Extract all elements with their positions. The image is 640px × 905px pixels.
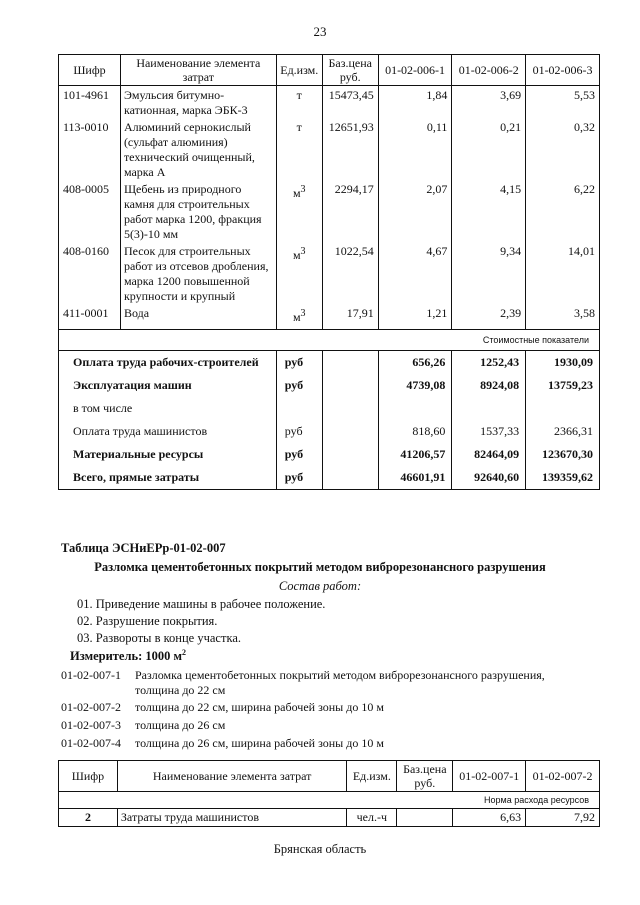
summary-value-1	[378, 397, 452, 420]
unit-superscript: 3	[300, 308, 306, 319]
material-value-1: 1,21	[378, 304, 452, 330]
material-price: 2294,17	[322, 180, 378, 242]
page-number: 23	[313, 24, 327, 39]
summary-row	[59, 397, 600, 420]
summary-price	[322, 420, 378, 443]
summary-row	[59, 420, 600, 443]
material-code: 408-0160	[59, 242, 121, 304]
summary-price	[322, 374, 378, 397]
summary-price	[322, 466, 378, 490]
material-value-2: 9,34	[452, 242, 526, 304]
resource-price	[397, 809, 453, 827]
summary-value-2: 1252,43	[452, 351, 526, 375]
material-code: 113-0010	[59, 118, 121, 180]
header-name: Наименование элемента затрат	[117, 761, 346, 792]
resource-unit: чел.-ч	[347, 809, 397, 827]
summary-value-1: 818,60	[378, 420, 452, 443]
work-item: 02. Разрушение покрытия.	[77, 614, 218, 628]
composition-title: Состав работ:	[278, 579, 362, 593]
summary-value-2: 8924,08	[452, 374, 526, 397]
summary-price	[322, 443, 378, 466]
variant-code: 01-02-007-4	[61, 736, 121, 750]
summary-row	[59, 351, 600, 375]
unit-text: м	[292, 186, 301, 200]
material-price: 17,91	[322, 304, 378, 330]
material-value-1: 0,11	[378, 118, 452, 180]
header-variant-2: 01-02-006-2	[452, 55, 526, 86]
summary-value-2: 1537,33	[452, 420, 526, 443]
material-unit	[276, 242, 322, 304]
header-price: Баз.цена руб.	[322, 55, 378, 86]
summary-unit: руб	[276, 420, 322, 443]
material-value-3: 0,32	[526, 118, 600, 180]
material-unit: т	[276, 86, 322, 119]
table-row	[59, 118, 600, 180]
material-unit	[276, 180, 322, 242]
variant-description: Разломка цементобетонных покрытий методом виброрезонансного разрушения,	[135, 668, 545, 682]
material-value-2: 2,39	[452, 304, 526, 330]
material-name: Алюминий сернокислый (сульфат алюминия) технический очищенный, марка А	[120, 118, 276, 180]
summary-name: Оплата труда машинистов	[59, 420, 277, 443]
unit-text: м	[292, 310, 301, 324]
section-row	[59, 792, 600, 809]
variant-code: 01-02-007-1	[61, 668, 121, 682]
header-code: Шифр	[59, 761, 118, 792]
summary-unit: руб	[276, 351, 322, 375]
resources-table-007	[58, 760, 600, 827]
summary-name: в том числе	[59, 397, 277, 420]
summary-value-2: 92640,60	[452, 466, 526, 490]
summary-row	[59, 374, 600, 397]
page-footer: Брянская область	[273, 842, 367, 856]
material-value-2: 3,69	[452, 86, 526, 119]
material-unit	[276, 304, 322, 330]
resource-value-2: 7,92	[526, 809, 600, 827]
summary-price	[322, 397, 378, 420]
resource-name: Затраты труда машинистов	[117, 809, 346, 827]
table-header-row	[59, 761, 600, 792]
material-value-2: 0,21	[452, 118, 526, 180]
material-value-3: 5,53	[526, 86, 600, 119]
summary-row	[59, 443, 600, 466]
table-title: Разломка цементобетонных покрытий методом виброрезонансного разрушения	[94, 560, 546, 574]
summary-name: Эксплуатация машин	[59, 374, 277, 397]
unit-superscript: 3	[300, 184, 306, 195]
summary-unit: руб	[276, 466, 322, 490]
table-row	[59, 242, 600, 304]
table-row	[59, 304, 600, 330]
summary-value-3: 123670,30	[526, 443, 600, 466]
summary-value-3: 1930,09	[526, 351, 600, 375]
summary-price	[322, 351, 378, 375]
summary-name: Оплата труда рабочих-строителей	[59, 351, 277, 375]
summary-value-3: 2366,31	[526, 420, 600, 443]
material-name: Песок для строительных работ из отсевов дробления, марка 1200 повышенной крупности и крупный	[120, 242, 276, 304]
meter-superscript: 2	[182, 648, 187, 657]
summary-value-1: 656,26	[378, 351, 452, 375]
material-code: 101-4961	[59, 86, 121, 119]
summary-unit: руб	[276, 443, 322, 466]
material-code: 408-0005	[59, 180, 121, 242]
section-label: Норма расхода ресурсов	[59, 792, 600, 809]
variant-code: 01-02-007-2	[61, 700, 121, 714]
header-variant-2: 01-02-007-2	[526, 761, 600, 792]
summary-name: Материальные ресурсы	[59, 443, 277, 466]
table-code: Таблица ЭСНиЕРр-01-02-007	[61, 541, 226, 555]
variant-description: толщина до 26 см, ширина рабочей зоны до 10 м	[135, 736, 384, 750]
material-value-1: 1,84	[378, 86, 452, 119]
unit-superscript: 3	[300, 246, 306, 257]
material-name: Вода	[120, 304, 276, 330]
material-name: Эмульсия битумно-катионная, марка ЭБК-3	[120, 86, 276, 119]
variant-description: толщина до 22 см, ширина рабочей зоны до 10 м	[135, 700, 384, 714]
material-price: 1022,54	[322, 242, 378, 304]
header-variant-1: 01-02-007-1	[453, 761, 526, 792]
table-row	[59, 180, 600, 242]
meter-label	[70, 648, 186, 664]
summary-row	[59, 466, 600, 490]
work-item: 03. Развороты в конце участка.	[77, 631, 241, 645]
work-item: 01. Приведение машины в рабочее положение.	[77, 597, 326, 611]
material-value-1: 4,67	[378, 242, 452, 304]
resources-table-006	[58, 54, 600, 490]
unit-text: м	[292, 248, 301, 262]
material-unit: т	[276, 118, 322, 180]
summary-unit	[276, 397, 322, 420]
resource-code: 2	[59, 809, 118, 827]
variant-description: толщина до 26 см	[135, 718, 226, 732]
table-row	[59, 809, 600, 827]
summary-value-3: 13759,23	[526, 374, 600, 397]
material-price: 15473,45	[322, 86, 378, 119]
material-code: 411-0001	[59, 304, 121, 330]
resource-value-1: 6,63	[453, 809, 526, 827]
variant-code: 01-02-007-3	[61, 718, 121, 732]
header-price: Баз.цена руб.	[397, 761, 453, 792]
summary-value-2: 82464,09	[452, 443, 526, 466]
summary-value-1: 46601,91	[378, 466, 452, 490]
meter-text: Измеритель: 1000 м	[70, 649, 183, 664]
header-code: Шифр	[59, 55, 121, 86]
summary-value-3: 139359,62	[526, 466, 600, 490]
material-price: 12651,93	[322, 118, 378, 180]
summary-value-3	[526, 397, 600, 420]
summary-name: Всего, прямые затраты	[59, 466, 277, 490]
material-value-1: 2,07	[378, 180, 452, 242]
material-value-3: 6,22	[526, 180, 600, 242]
summary-value-1: 4739,08	[378, 374, 452, 397]
section-label: Стоимостные показатели	[59, 330, 600, 351]
header-name: Наименование элемента затрат	[120, 55, 276, 86]
header-variant-1: 01-02-006-1	[378, 55, 452, 86]
section-row	[59, 330, 600, 351]
material-name: Щебень из природного камня для строительных работ марка 1200, фракция 5(3)-10 мм	[120, 180, 276, 242]
header-unit: Ед.изм.	[347, 761, 397, 792]
header-unit: Ед.изм.	[276, 55, 322, 86]
material-value-3: 14,01	[526, 242, 600, 304]
summary-unit: руб	[276, 374, 322, 397]
variant-description-continued: толщина до 22 см	[135, 683, 226, 697]
table-header-row	[59, 55, 600, 86]
material-value-2: 4,15	[452, 180, 526, 242]
material-value-3: 3,58	[526, 304, 600, 330]
header-variant-3: 01-02-006-3	[526, 55, 600, 86]
table-row	[59, 86, 600, 119]
summary-value-2	[452, 397, 526, 420]
summary-value-1: 41206,57	[378, 443, 452, 466]
